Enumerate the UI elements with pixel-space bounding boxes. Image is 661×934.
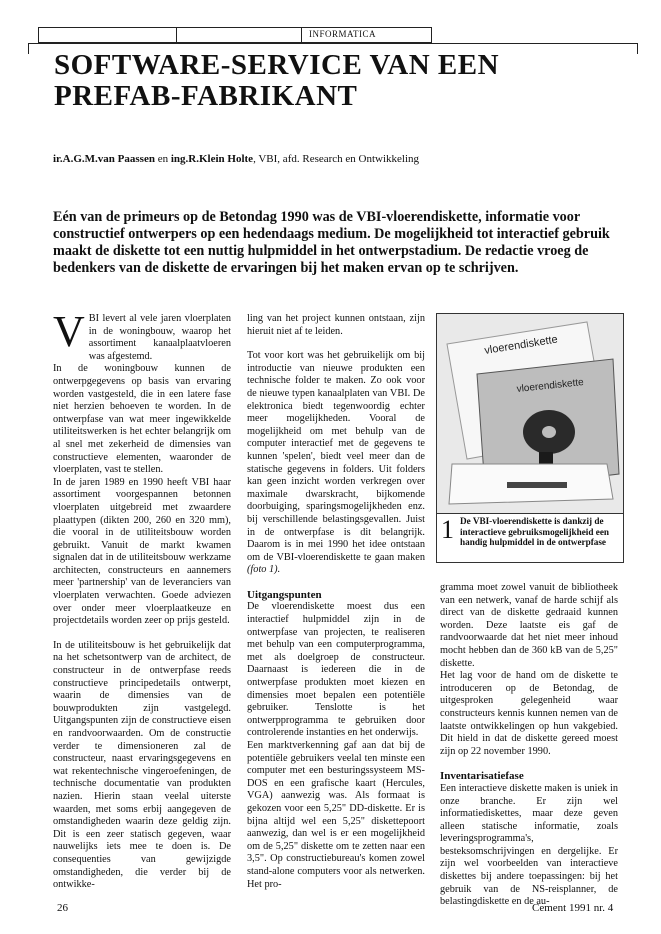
article-title: SOFTWARE-SERVICE VAN EEN PREFAB-FABRIKANT [54, 49, 500, 112]
author-conjunction: en [157, 153, 169, 165]
header-divider [176, 28, 177, 42]
paragraph: De vloerendiskette moest dus een interactief hulpmiddel zijn in de ontwerpfase van projecten, te realiseren met behulp van een computerprogramma, met als doelgroep de constructeur. Daarnaast is iedereen die in de ontwerpfase produkten moet kiezen en dimensies moet bepalen een potentiële gebruiker. Tenslotte is het ontwerpprogramma te gebruiken door controlerende instanties en het onderwijs. [247, 601, 425, 739]
caption-text: De VBI-vloerendiskette is dankzij de interactieve gebruiksmogelijkheid een handig hulpmiddel in de ontwerpfase [460, 516, 610, 547]
paragraph: Tot voor kort was het gebruikelijk om bij introductie van nieuwe produkten een technische folder te maken. Zo ook voor de nieuwe typen kanaalplaten van VBI. De elektronica biedt tegenwoordig echter meer mogelijkheden. Vooral de mogelijkheid om met behulp van de computer interactief met de gegevens te kunnen 'spelen', biedt veel meer dan de statische gegevens in folders. Uit folders kan geen inzicht worden verkregen over maximale dwarskracht, bijkomende doorbuiging, sparingsmogelijkheden enz. bij verschillende belastingsgevallen. Juist in de ontwerpfase is dit belangrijk. Daarom is in mei 1990 het idee ontstaan om de VBI-vloerendiskette te gaan maken (foto 1). [247, 350, 425, 576]
column-3 [440, 582, 618, 909]
section-heading: Inventarisatiefase [440, 770, 524, 783]
author-affiliation: , VBI, afd. Research en Ontwikkeling [253, 153, 420, 165]
paragraph: Het lag voor de hand om de diskette te introduceren op de Betondag, de uitgesproken gelegenheid waar constructeurs kennis kunnen nemen van de laatste ontwikkelingen op hun vakgebied. Dit hield in dat de diskette gereed moest zijn op 22 november 1990. [440, 670, 618, 757]
caption-number: 1 [441, 515, 454, 544]
journal-issue: Cement 1991 nr. 4 [532, 902, 614, 914]
column-1 [53, 307, 231, 892]
paragraph: Een interactieve diskette maken is uniek in onze branche. Er zijn wel informatiediskettes, maar deze geven alleen statische informatie, zoals leveringsprogramma's, besteksomschrijvingen en dergelijke. Er zijn wel voorbeelden van interactieve diskettes bij andere toepassingen: bij het gebruik van de NS-reisplanner, de belastingdiskette en de au- [440, 782, 618, 908]
paragraph: VBI levert al vele jaren vloerplaten in de woningbouw, waarop het assortiment kanaalplaatvloeren was afgestemd. [53, 307, 231, 362]
page-number: 26 [57, 902, 68, 914]
column-2 [247, 313, 425, 891]
article-intro: Eén van de primeurs op de Betondag 1990 was de VBI-vloerendiskette, informatie voor constructief ontwerpers op een hedendaags medium. De mogelijkheid tot interactief gebruik maakt de diskette tot een nuttig hulpmiddel in het ontwerpstadium. De redactie vroeg de bedenkers van de diskette de ervaringen bij het maken ervan op te schrijven. [53, 209, 610, 276]
paragraph: In de jaren 1989 en 1990 heeft VBI haar assortiment voorgespannen betonnen vloerplaten uitgebreid met zwaardere plaattypen (dikten 200, 260 en 320 mm), die vooral in de utiliteitsbouw worden gebruikt. Vanuit de markt kwamen signalen dat in de utiliteitsbouw werkzame architecten, constructeurs en aannemers meer 'partnership' van de leveranciers van vloerplaten verwachten. Goede adviezen over onder meer vloerplaatkeuze en projectdetails worden zeer op prijs gesteld. [53, 476, 231, 627]
section-heading: Uitgangspunten [247, 588, 322, 601]
paragraph: In de utiliteitsbouw is het gebruikelijk dat na het schetsontwerp van de architect, de constructeur in de ontwerpfase reeds constructieve principedetails ontwerpt, waarin de dimensies van de bouwprodukten zijn vastgelegd. Uitgangspunten zijn de constructieve eisen en randvoorwaarden. Om de constructie verder te dimensioneren zal de constructeur, naast ervaringsgegevens en wat rekentechnische vingeroefeningen, de technische documentatie van produkten nazien. Hierin staan veelal uiterste waarden, met soms erbij aangegeven de omstandigheden waarin deze geldig zijn. Dit is een zeer statisch gegeven, waar nauwelijks iets mee te doen is. De consequenties van gewijzigde omstandigheden, die verder bij de ontwikke- [53, 639, 231, 891]
author-line [53, 153, 419, 165]
header-divider [301, 28, 302, 42]
paragraph: Een marktverkenning gaf aan dat bij de potentiële gebruikers veelal ten minste een computer met een besturingssysteem MS-DOS en een grafische kaart (Hercules, VGA) aanwezig was. Als formaat is gekozen voor een 5,25" DD-diskette. Er is bijna altijd wel een 5,25" diskettepoort aanwezig, dan wel is er een mogelijkheid om de 5,25" diskette om te zetten naar een 3,5". Op constructiebureau's komen zowel stand-alone computers voor als netwerken. Het pro- [247, 740, 425, 890]
author-1: ir.A.G.M.van Paassen [53, 153, 155, 165]
drop-cap: V [53, 307, 85, 356]
paragraph: ling van het project kunnen ontstaan, zijn hieruit niet af te leiden. [247, 313, 425, 337]
diskette-label-text: vloerendiskette [483, 333, 559, 357]
section-label: INFORMATICA [309, 29, 377, 39]
figure-caption [436, 512, 624, 563]
paragraph: In de woningbouw kunnen de ontwerpgegevens op basis van ervaring worden vastgesteld, die in een latere fase niet herzien behoeven te worden. In de ontwerpfase van wat meer ingewikkelde utiliteitswerken is het echter belangrijk om al snel met zekerheid de dimensies van constructieve elementen, waaronder de vloerplaten, vast te stellen. [53, 363, 231, 476]
figure-reference: (foto 1). [247, 564, 281, 576]
author-2: ing.R.Klein Holte [170, 153, 254, 165]
diskette-photo [436, 313, 624, 514]
paragraph: gramma moet zowel vanuit de bibliotheek van een netwerk, vanaf de harde schijf als direct van de diskette gedraaid kunnen worden. Deze laatste eis gaf de randvoorwaarde dat het niet meer inhoud mocht hebben dan de 360 kB van de 5,25" diskette. [440, 582, 618, 669]
diskette-illustration [437, 314, 623, 513]
diskette-label-text: vloerendiskette [516, 377, 585, 395]
section-header-bar [38, 27, 432, 43]
